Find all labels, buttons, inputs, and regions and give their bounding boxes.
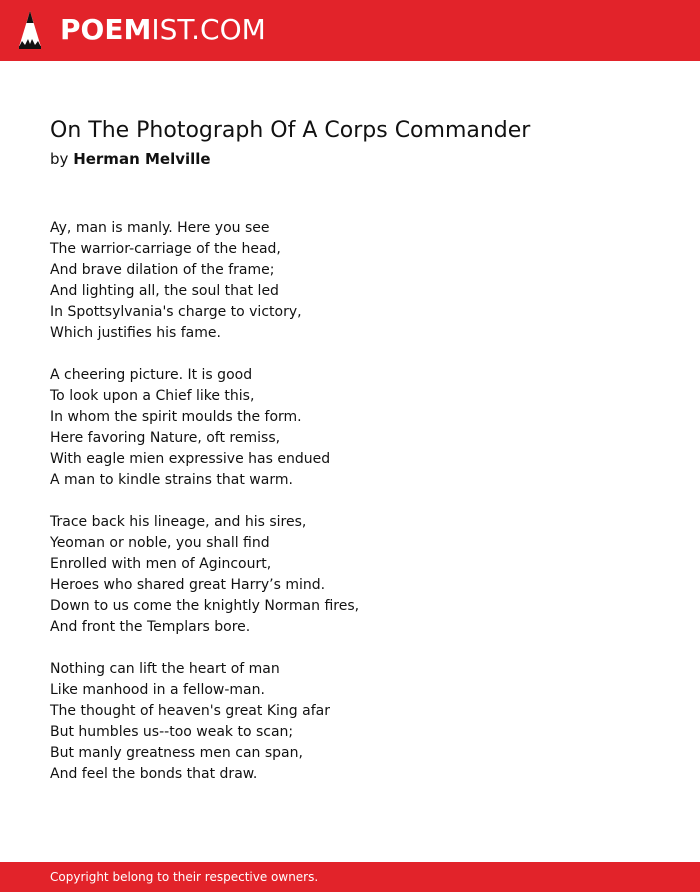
poem-body — [50, 218, 650, 806]
poem-line: Down to us come the knightly Norman fires, — [50, 598, 360, 614]
site-header — [0, 0, 700, 61]
poem-line: And front the Templars bore. — [50, 619, 251, 635]
poem-line: The warrior-carriage of the head, — [50, 241, 281, 257]
poem-line: The thought of heaven's great King afar — [50, 703, 330, 719]
poem-line: And lighting all, the soul that led — [50, 283, 279, 299]
poem-line: Heroes who shared great Harry’s mind. — [50, 577, 326, 593]
byline-prefix: by — [50, 150, 69, 168]
poem-line: Enrolled with men of Agincourt, — [50, 556, 272, 572]
poem-byline — [50, 148, 211, 170]
poem-line: In Spottsylvania's charge to victory, — [50, 304, 302, 320]
stanza — [50, 512, 650, 638]
poem-line: To look upon a Chief like this, — [50, 388, 255, 404]
poem-line: And feel the bonds that draw. — [50, 766, 258, 782]
logo-wordmark-light: IST.COM — [151, 13, 266, 46]
poem-line: And brave dilation of the frame; — [50, 262, 275, 278]
stanza — [50, 365, 650, 491]
poem-title: On The Photograph Of A Corps Commander — [50, 118, 531, 143]
logo-wordmark-bold: POEM — [60, 13, 152, 46]
poem-line: With eagle mien expressive has endued — [50, 451, 331, 467]
stanza — [50, 659, 650, 785]
poem-line: Which justifies his fame. — [50, 325, 221, 341]
site-logo[interactable] — [18, 10, 266, 50]
poem-line: Ay, man is manly. Here you see — [50, 220, 270, 236]
poem-author[interactable]: Herman Melville — [73, 150, 211, 168]
poem-line: In whom the spirit moulds the form. — [50, 409, 302, 425]
poem-line: But manly greatness men can span, — [50, 745, 303, 761]
poem-line: A cheering picture. It is good — [50, 367, 253, 383]
pen-nib-icon — [18, 10, 42, 50]
poem-line: A man to kindle strains that warm. — [50, 472, 293, 488]
site-footer — [0, 862, 700, 892]
logo-wordmark — [60, 10, 266, 50]
poem-line: Yeoman or noble, you shall find — [50, 535, 270, 551]
poem-line: Trace back his lineage, and his sires, — [50, 514, 307, 530]
copyright-notice: Copyright belong to their respective owners. — [50, 870, 319, 884]
poem-line: But humbles us--too weak to scan; — [50, 724, 294, 740]
poem-line: Nothing can lift the heart of man — [50, 661, 280, 677]
stanza — [50, 218, 650, 344]
poem-line: Like manhood in a fellow-man. — [50, 682, 265, 698]
poem-line: Here favoring Nature, oft remiss, — [50, 430, 281, 446]
